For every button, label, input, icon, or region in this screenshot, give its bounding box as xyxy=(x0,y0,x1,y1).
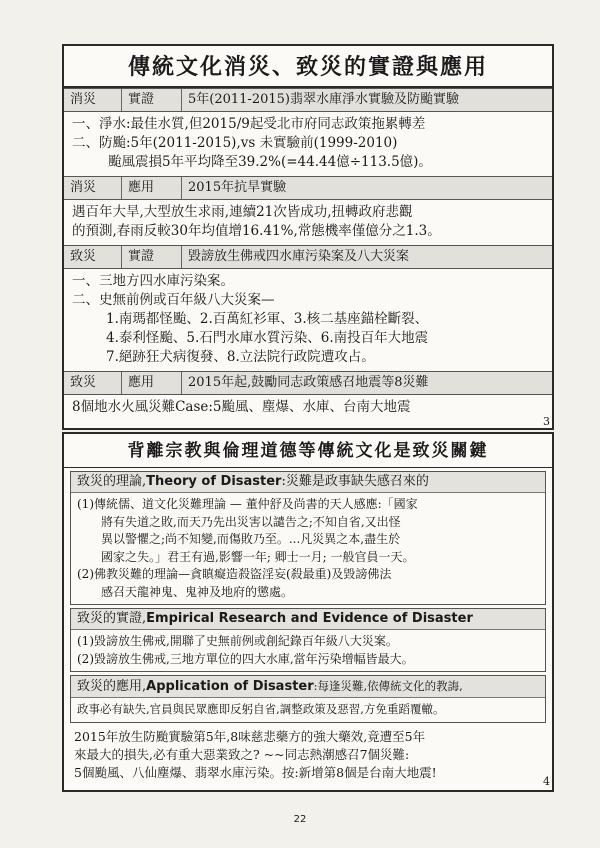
page-number: 22 xyxy=(293,814,307,825)
section-body-disaster-relief-evidence xyxy=(64,112,552,176)
heading-tail: :災難是政事缺失感召來的 xyxy=(281,474,429,489)
text-line: 二、史無前例或百年級八大災案— xyxy=(72,292,275,308)
section-body-disaster-cause-evidence xyxy=(64,269,552,371)
heading-cn: 致災的實證, xyxy=(77,611,147,626)
text-line: 國家之失。」君王有過,影響一年; 卿士一月; 一般官員一天。 xyxy=(101,549,415,564)
theory-section xyxy=(70,471,546,605)
theory-body xyxy=(71,493,545,604)
header-cell-topic: 2015年抗旱實驗 xyxy=(188,180,287,195)
text-line: 8個地水火風災難Case:5颱風、塵爆、水庫、台南大地震 xyxy=(72,399,411,415)
empirical-heading xyxy=(71,609,545,630)
section-body-disaster-cause-application xyxy=(64,395,552,421)
slide-4-title: 背離宗教與倫理道德等傳統文化是致災關鍵 xyxy=(64,434,552,468)
header-cell-topic: 毀謗放生佛戒四水庫污染案及八大災案 xyxy=(188,249,410,264)
header-cell-topic: 2015年起,鼓勵同志政策感召地震等8災難 xyxy=(188,375,429,390)
heading-tail: :每逢災難,依傳統文化的教誨, xyxy=(313,679,463,693)
text-line: 來最大的損失,必有重大惡業致之? ~~同志熱潮感召7個災難: xyxy=(74,746,410,762)
heading-en: Empirical Research and Evidence of Disaster xyxy=(146,611,473,626)
list-item: 1.南瑪都怪颱、2.百萬紅衫軍、3.核二基座錨栓斷裂、 xyxy=(106,311,429,327)
heading-cn: 致災的應用, xyxy=(77,679,147,694)
section-header-disaster-cause-application xyxy=(64,371,552,395)
text-line: (2)毀謗放生佛戒,三地方單位的四大水庫,當年污染增幅皆最大。 xyxy=(77,651,414,666)
summary-block xyxy=(70,726,546,784)
text-line: 二、防颱:5年(2011-2015),vs 未實驗前(1999-2010) xyxy=(72,135,398,151)
theory-heading xyxy=(71,472,545,493)
text-line: 將有失道之敗,而天乃先出災害以譴告之;不知自省,又出怪 xyxy=(101,514,401,529)
text-line: (2)佛教災難的理論—貪瞋癡造殺盜淫妄(殺最重)及毀謗佛法 xyxy=(77,567,392,581)
text-line: 一、淨水:最佳水質,但2015/9起受北市府同志政策拖累轉差 xyxy=(72,116,426,132)
heading-en: Application of Disaster xyxy=(146,679,314,694)
text-line: 一、三地方四水庫污染案。 xyxy=(72,273,234,289)
header-cell-topic: 5年(2011-2015)翡翠水庫淨水實驗及防颱實驗 xyxy=(188,92,459,107)
application-section xyxy=(70,675,546,723)
text-line: (1)傳統儒、道文化災難理論 — 董仲舒及尚書的天人感應:「國家 xyxy=(77,497,418,511)
section-header-disaster-relief-application xyxy=(64,176,552,200)
slide-3-title: 傳統文化消災、致災的實證與應用 xyxy=(64,46,552,88)
section-body-disaster-relief-application xyxy=(64,200,552,245)
list-item: 7.絕跡狂犬病復發、8.立法院行政院遭攻占。 xyxy=(106,349,375,365)
header-cell-kind: 應用 xyxy=(122,177,182,199)
text-line: 異以警懼之;尚不知變,而傷敗乃至。...凡災異之本,盡生於 xyxy=(101,532,401,546)
header-cell-kind: 實證 xyxy=(122,89,182,111)
application-body xyxy=(71,698,545,722)
header-cell-type: 消災 xyxy=(64,177,122,199)
text-line: (1)毀謗放生佛戒,開聯了史無前例或創紀錄百年級八大災案。 xyxy=(77,634,398,648)
section-header-disaster-cause-evidence xyxy=(64,245,552,269)
header-cell-type: 致災 xyxy=(64,372,122,394)
text-line: 感召天龍神鬼、鬼神及地府的懲處。 xyxy=(101,584,294,599)
slide-number: 3 xyxy=(543,415,550,428)
section-header-disaster-relief-evidence xyxy=(64,88,552,112)
header-cell-kind: 應用 xyxy=(122,372,182,394)
text-line: 2015年放生防颱實驗第5年,8味慈悲藥方的強大藥效,竟遭至5年 xyxy=(74,728,426,744)
text-line: 的預測,春雨反較30年均值增16.41%,常態機率僅億分之1.3。 xyxy=(72,223,441,239)
header-cell-kind: 實證 xyxy=(122,246,182,268)
text-line: 颱風震損5年平均降至39.2%(=44.44億÷113.5億)。 xyxy=(108,154,432,170)
text-line: 政事必有缺失,官員與民眾應即反躬自省,調整政策及惡習,方免重蹈覆轍。 xyxy=(77,702,445,716)
empirical-body xyxy=(71,630,545,671)
header-cell-type: 消災 xyxy=(64,89,122,111)
text-line: 遇百年大旱,大型放生求雨,連續21次皆成功,扭轉政府悲觀 xyxy=(72,204,413,220)
header-cell-type: 致災 xyxy=(64,246,122,268)
application-heading xyxy=(71,676,545,698)
slide-4 xyxy=(62,432,554,792)
empirical-section xyxy=(70,608,546,672)
slide-3 xyxy=(62,44,554,430)
list-item: 4.泰利怪颱、5.石門水庫水質污染、6.南投百年大地震 xyxy=(106,330,429,346)
text-line: 5個颱風、八仙塵爆、翡翠水庫污染。按:新增第8個是台南大地震! xyxy=(74,764,437,780)
slide-number: 4 xyxy=(543,775,550,788)
heading-cn: 致災的理論, xyxy=(77,474,147,489)
heading-en: Theory of Disaster xyxy=(146,474,282,489)
